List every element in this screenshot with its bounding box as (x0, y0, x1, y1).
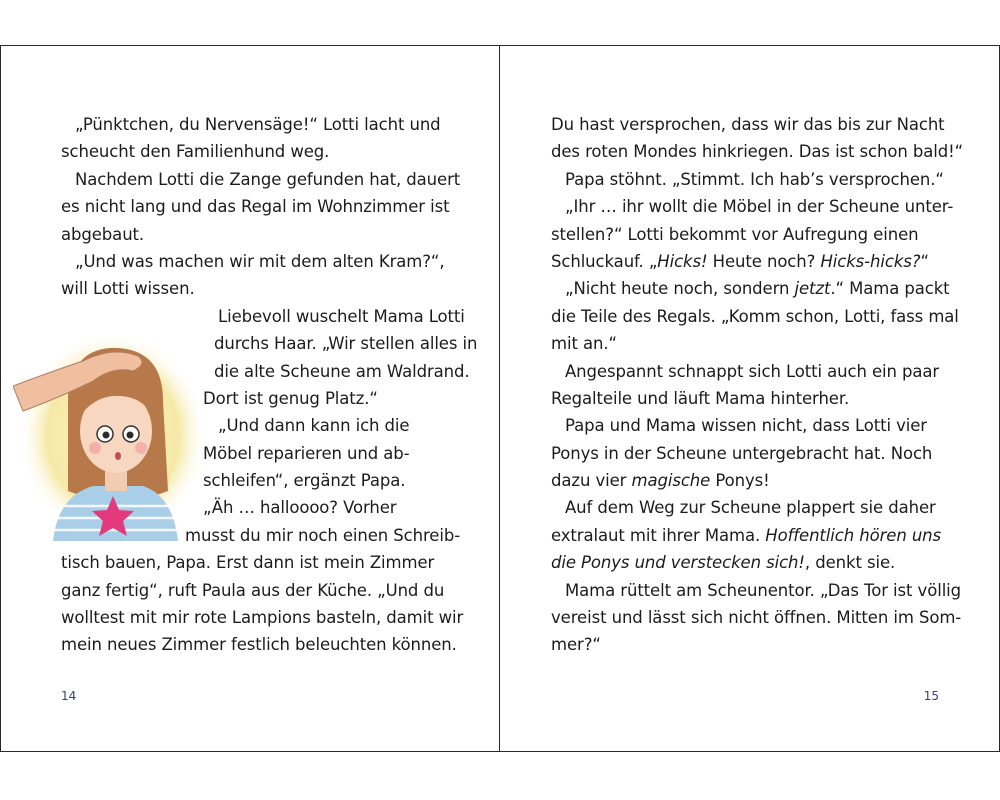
text-line: Ponys in der Scheune untergebracht hat. Noch (551, 443, 933, 463)
emphasis-text: Hoffentlich hören uns (765, 525, 942, 545)
text-segment: Ponys! (710, 471, 770, 491)
text-line: wolltest mit mir rote Lampions basteln, damit wir (61, 608, 464, 628)
text-line (551, 549, 946, 576)
page-number: 14 (61, 689, 77, 703)
text-line: will Lotti wissen. (61, 279, 195, 299)
text-line: des roten Mondes hinkriegen. Das ist schon bald!“ (551, 142, 964, 162)
text-line (551, 467, 946, 494)
text-line: „Pünktchen, du Nervensäge!“ Lotti lacht und (75, 115, 441, 134)
text-line: Papa stöhnt. „Stimmt. Ich hab’s versprochen.“ (565, 169, 944, 189)
left-page-text (61, 111, 478, 659)
text-line: die alte Scheune am Waldrand. (214, 361, 470, 381)
text-line: Papa und Mama wissen nicht, dass Lotti vier (565, 416, 927, 436)
text-line: „Äh … halloooo? Vorher (203, 498, 397, 518)
text-line: schleifen“, ergänzt Papa. (203, 471, 406, 491)
page-number: 15 (923, 689, 939, 703)
text-line: stellen?“ Lotti bekommt vor Aufregung einen (551, 224, 919, 244)
text-line: „Ihr … ihr wollt die Möbel in der Scheune unter- (565, 197, 954, 217)
text-line: mer?“ (551, 635, 601, 655)
text-line (551, 522, 946, 549)
text-line: tisch bauen, Papa. Erst dann ist mein Zimmer (61, 553, 435, 573)
text-segment: Heute noch? (707, 251, 821, 271)
text-segment: .“ Mama packt (830, 279, 950, 299)
text-line: „Und dann kann ich die (218, 416, 410, 436)
text-line: es nicht lang und das Regal im Wohnzimmer ist (61, 197, 450, 217)
text-line: Mama rüttelt am Scheunentor. „Das Tor ist völlig (565, 580, 962, 600)
text-line: Möbel reparieren und ab- (203, 443, 410, 463)
text-line: Angespannt schnappt sich Lotti auch ein paar (565, 361, 940, 381)
text-line: Auf dem Weg zur Scheune plappert sie daher (565, 498, 936, 518)
text-line: Du hast versprochen, dass wir das bis zur Nacht (551, 115, 945, 134)
text-line: Dort ist genug Platz.“ (203, 388, 378, 408)
text-line: abgebaut. (61, 224, 145, 244)
text-segment: Schluckauf. „ (551, 251, 658, 271)
emphasis-text: Hicks-hicks? (820, 251, 921, 271)
text-line: ganz fertig“, ruft Paula aus der Küche. „Und du (61, 580, 445, 600)
text-line: Regalteile und läuft Mama hinterher. (551, 388, 850, 408)
text-line: Nachdem Lotti die Zange gefunden hat, dauert (75, 169, 461, 189)
emphasis-text: Hicks! (657, 251, 708, 271)
emphasis-text: magische (631, 471, 711, 491)
emphasis-text: die Ponys und verstecken sich! (551, 553, 805, 573)
text-line: Liebevoll wuschelt Mama Lotti (218, 306, 465, 326)
text-line (551, 275, 950, 302)
text-segment: dazu vier (551, 471, 632, 491)
text-line: scheucht den Familienhund weg. (61, 142, 330, 162)
text-line: „Und was machen wir mit dem alten Kram?“, (75, 251, 445, 271)
text-line: vereist und lässt sich nicht öffnen. Mitten im Som- (551, 608, 962, 628)
right-page (499, 45, 1000, 752)
text-line: mein neues Zimmer festlich beleuchten können. (61, 635, 457, 655)
text-line (551, 248, 946, 275)
text-segment: „Nicht heute noch, sondern (565, 279, 795, 299)
right-page-text (551, 111, 964, 659)
left-page (0, 45, 500, 752)
text-line: mit an.“ (551, 334, 617, 354)
text-segment: “ (920, 251, 929, 271)
text-line: musst du mir noch einen Schreib- (185, 525, 461, 545)
text-segment: , denkt sie. (804, 553, 896, 573)
emphasis-text: jetzt (794, 279, 831, 299)
text-line: durchs Haar. „Wir stellen alles in (214, 334, 478, 354)
text-line: die Teile des Regals. „Komm schon, Lotti, fass mal (551, 306, 959, 326)
text-segment: extralaut mit ihrer Mama. (551, 525, 766, 545)
